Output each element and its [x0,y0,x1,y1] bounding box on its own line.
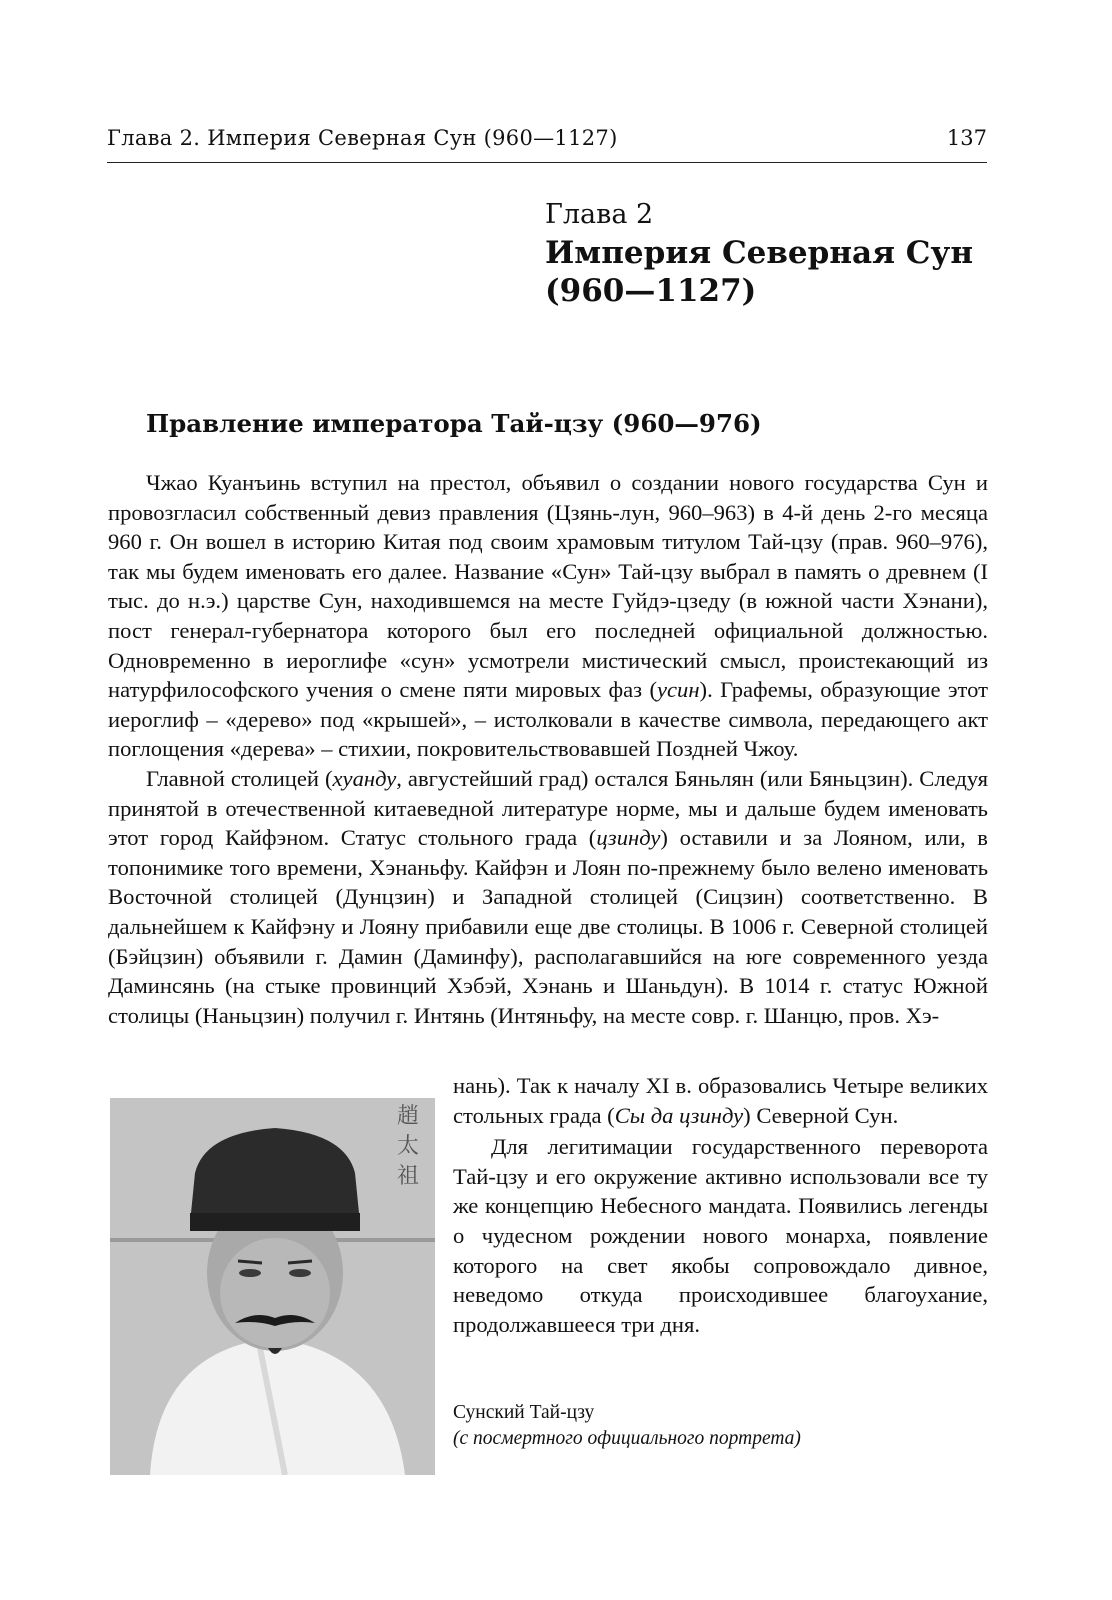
page-number: 137 [946,126,987,150]
paragraph-2-cont-end: ) Северной Сун. [743,1102,899,1128]
inscription-char-1: 趙 [396,1104,419,1129]
term-czindu: цзинду [596,825,661,851]
paragraph-2-text-end: ) оставили и за Лояном, или, в топонимике того времени, Хэнаньфу. Кайфэн и Лоян по-прежнему было велено именовать Восточной столицей (Дунцзин) и Западной столицей (Сицзин) соответственно. В дальнейшем к Кайфэну и Лояну прибавили еще две столицы. В 1006 г. Северной столицей (Бэйцзин) объявили г. Дамин (Даминфу), располагавшийся на юге современного уезда Даминсянь (на стыке провинций Хэбэй, Хэнань и Шаньдун). В 1014 г. статус Южной столицы (Наньцзин) получил г. Интянь (Интяньфу, на месте совр. г. Шанцю, пров. Хэ- [108,825,988,1028]
term-usin: усин [656,677,700,703]
section-title: Правление императора Тай-цзу (960—976) [146,409,762,438]
body-text [108,468,988,1030]
page-header [107,122,987,163]
chapter-label: Глава 2 [545,199,654,230]
paragraph-2 [108,764,988,1030]
term-sy-da-czindu: Сы да цзинду [614,1102,744,1128]
caption-note: (с посмертного официального портрета) [453,1428,801,1449]
inscription-char-2: 太 [396,1134,419,1159]
portrait-inscription [393,1102,423,1192]
chapter-heading [545,198,1005,310]
paragraph-1-text-end: ). Графемы, образующие этот иероглиф – «дерево» под «крышей», – истолковали в качестве символа, передающего акт поглощения «дерева» – стихии, покровительствовавшей Поздней Чжоу. [108,677,988,762]
running-title: Глава 2. Империя Северная Сун (960—1127) [107,126,618,150]
paragraph-2-text-mid: , августейший град) остался Бяньлян (или Бяньцзин). Следуя принятой в отечественной китаеведной литературе норме, мы и дальше будем именовать этот город Кайфэном. Статус стольного града ( [108,765,988,851]
portrait-drawing [110,1098,435,1475]
paragraph-2-cont-text: нань). Так к началу XI в. образовались Четыре великих стольных града ( [453,1073,988,1128]
chapter-title-line-2: (960—1127) [545,273,757,309]
chapter-title [545,234,1005,310]
portrait-image [110,1098,435,1475]
chapter-title-line-1: Империя Северная Сун [545,235,974,271]
paragraph-1 [108,468,988,764]
caption-title: Сунский Тай-цзу [453,1402,595,1423]
wrap-text [453,1071,988,1339]
figure-caption [453,1400,993,1452]
paragraph-2-continuation [453,1071,988,1130]
inscription-char-3: 祖 [396,1164,419,1189]
paragraph-2-text: Главной столицей ( [146,765,333,791]
paragraph-3: Для легитимации государственного переворота Тай-цзу и его окружение активно использовали все ту же концепцию Небесного мандата. Появились легенды о чудесном рождении нового монарха, появление которого на свет якобы сопровождало дивное, неведомо откуда происходившее благоухание, продолжавшееся три дня. [453,1134,988,1337]
term-huandu: хуанду [332,765,397,791]
paragraph-1-text: Чжао Куанъинь вступил на престол, объявил о создании нового государства Сун и провозгласил собственный девиз правления (Цзянь-лун, 960–963) в 4-й день 2-го месяца 960 г. Он вошел в историю Китая под своим храмовым титулом Тай-цзу (прав. 960–976), так мы будем именовать его далее. Название «Сун» Тай-цзу выбрал в память о древнем (I тыс. до н.э.) царстве Сун, находившемся на месте Гуйдэ-цзеду (в южной части Хэнани), пост генерал-губернатора которого был его последней официальной должностью. Одновременно в иероглифе «сун» усмотрели мистический смысл, проистекающий из натурфилософского учения о смене пяти мировых фаз ( [108,470,988,703]
